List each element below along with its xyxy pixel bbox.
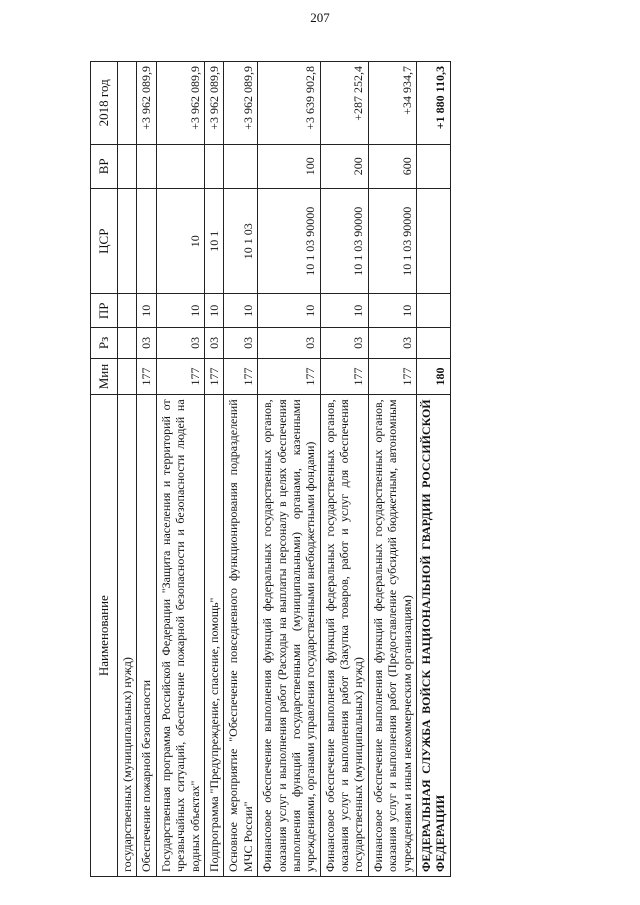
row-rz: 03 <box>368 328 416 359</box>
header-rz: Рз <box>91 328 118 359</box>
row-vr <box>156 144 204 188</box>
row-csr <box>417 188 451 294</box>
row-csr <box>137 188 156 294</box>
page-number: 207 <box>310 10 330 25</box>
row-pr: 10 <box>224 294 258 328</box>
row-amount: +3 962 089,9 <box>137 62 156 145</box>
row-csr <box>118 188 137 294</box>
row-name: Финансовое обеспечение выполнения функций федеральных государственных органов, оказания услуг и выполнения работ (Расходы на выплаты персоналу в целях обеспечения выполнения функций государственными (муниципальными) органами, казенными учреждениями, органами управления государственными внебюджетными фондами) <box>258 395 321 877</box>
row-vr <box>204 144 223 188</box>
header-year: 2018 год <box>91 62 118 145</box>
row-name: Финансовое обеспечение выполнения функций федеральных государственных органов, оказания услуг и выполнения работ (Закупка товаров, работ и услуг для обеспечения государственных (муниципальных) нужд) <box>320 395 368 877</box>
table-row <box>368 62 416 877</box>
row-name: ФЕДЕРАЛЬНАЯ СЛУЖБА ВОЙСК НАЦИОНАЛЬНОЙ ГВАРДИИ РОССИЙСКОЙ ФЕДЕРАЦИИ <box>417 395 451 877</box>
table-row <box>224 62 258 877</box>
row-csr: 10 1 03 90000 <box>368 188 416 294</box>
row-amount <box>118 62 137 145</box>
row-name: государственных (муниципальных) нужд) <box>118 395 137 877</box>
row-min: 177 <box>156 358 204 395</box>
row-name: Основное мероприятие "Обеспечение повседневного функционирования подразделений МЧС России" <box>224 395 258 877</box>
row-amount: +3 962 089,9 <box>224 62 258 145</box>
row-amount: +3 639 902,8 <box>258 62 321 145</box>
row-name: Обеспечение пожарной безопасности <box>137 395 156 877</box>
row-amount: +287 252,4 <box>320 62 368 145</box>
row-vr <box>137 144 156 188</box>
row-pr: 10 <box>156 294 204 328</box>
row-csr: 10 1 03 <box>224 188 258 294</box>
row-min: 177 <box>320 358 368 395</box>
row-pr <box>118 294 137 328</box>
header-pr: ПР <box>91 294 118 328</box>
row-pr <box>417 294 451 328</box>
row-min: 177 <box>368 358 416 395</box>
table-row <box>118 62 137 877</box>
header-min: Мин <box>91 358 118 395</box>
row-rz <box>118 328 137 359</box>
row-rz: 03 <box>258 328 321 359</box>
row-rz: 03 <box>320 328 368 359</box>
table-row <box>320 62 368 877</box>
row-min: 177 <box>258 358 321 395</box>
row-vr: 200 <box>320 144 368 188</box>
row-amount: +3 962 089,9 <box>204 62 223 145</box>
row-rz <box>417 328 451 359</box>
row-csr: 10 <box>156 188 204 294</box>
row-min: 177 <box>204 358 223 395</box>
row-vr: 600 <box>368 144 416 188</box>
row-name: Государственная программа Российской Федерации "Защита населения и территорий от чрезвычайных ситуаций, обеспечение пожарной безопасности и безопасности людей на водных объектах" <box>156 395 204 877</box>
row-rz: 03 <box>156 328 204 359</box>
table-header-row <box>91 62 118 877</box>
row-name: Подпрограмма "Предупреждение, спасение, помощь" <box>204 395 223 877</box>
row-pr: 10 <box>137 294 156 328</box>
row-amount: +1 880 110,3 <box>417 62 451 145</box>
row-amount: +34 934,7 <box>368 62 416 145</box>
row-vr <box>417 144 451 188</box>
row-rz: 03 <box>224 328 258 359</box>
row-csr: 10 1 <box>204 188 223 294</box>
row-csr: 10 1 03 90000 <box>320 188 368 294</box>
rotated-table-container <box>90 61 585 877</box>
table-row <box>258 62 321 877</box>
row-vr <box>118 144 137 188</box>
row-vr: 100 <box>258 144 321 188</box>
row-vr <box>224 144 258 188</box>
budget-table <box>90 61 451 877</box>
row-min <box>118 358 137 395</box>
row-csr: 10 1 03 90000 <box>258 188 321 294</box>
row-min: 180 <box>417 358 451 395</box>
row-min: 177 <box>224 358 258 395</box>
row-rz: 03 <box>204 328 223 359</box>
row-pr: 10 <box>368 294 416 328</box>
header-vr: ВР <box>91 144 118 188</box>
header-csr: ЦСР <box>91 188 118 294</box>
row-pr: 10 <box>204 294 223 328</box>
table-row <box>417 62 451 877</box>
row-name: Финансовое обеспечение выполнения функций федеральных государственных органов, оказания услуг и выполнения работ (Предоставление субсидий бюджетным, автономным учреждениям и иным некоммерческим организациям) <box>368 395 416 877</box>
header-name: Наименование <box>91 395 118 877</box>
row-amount: +3 962 089,9 <box>156 62 204 145</box>
row-rz: 03 <box>137 328 156 359</box>
row-pr: 10 <box>258 294 321 328</box>
row-min: 177 <box>137 358 156 395</box>
table-row <box>204 62 223 877</box>
table-row <box>156 62 204 877</box>
table-row <box>137 62 156 877</box>
row-pr: 10 <box>320 294 368 328</box>
